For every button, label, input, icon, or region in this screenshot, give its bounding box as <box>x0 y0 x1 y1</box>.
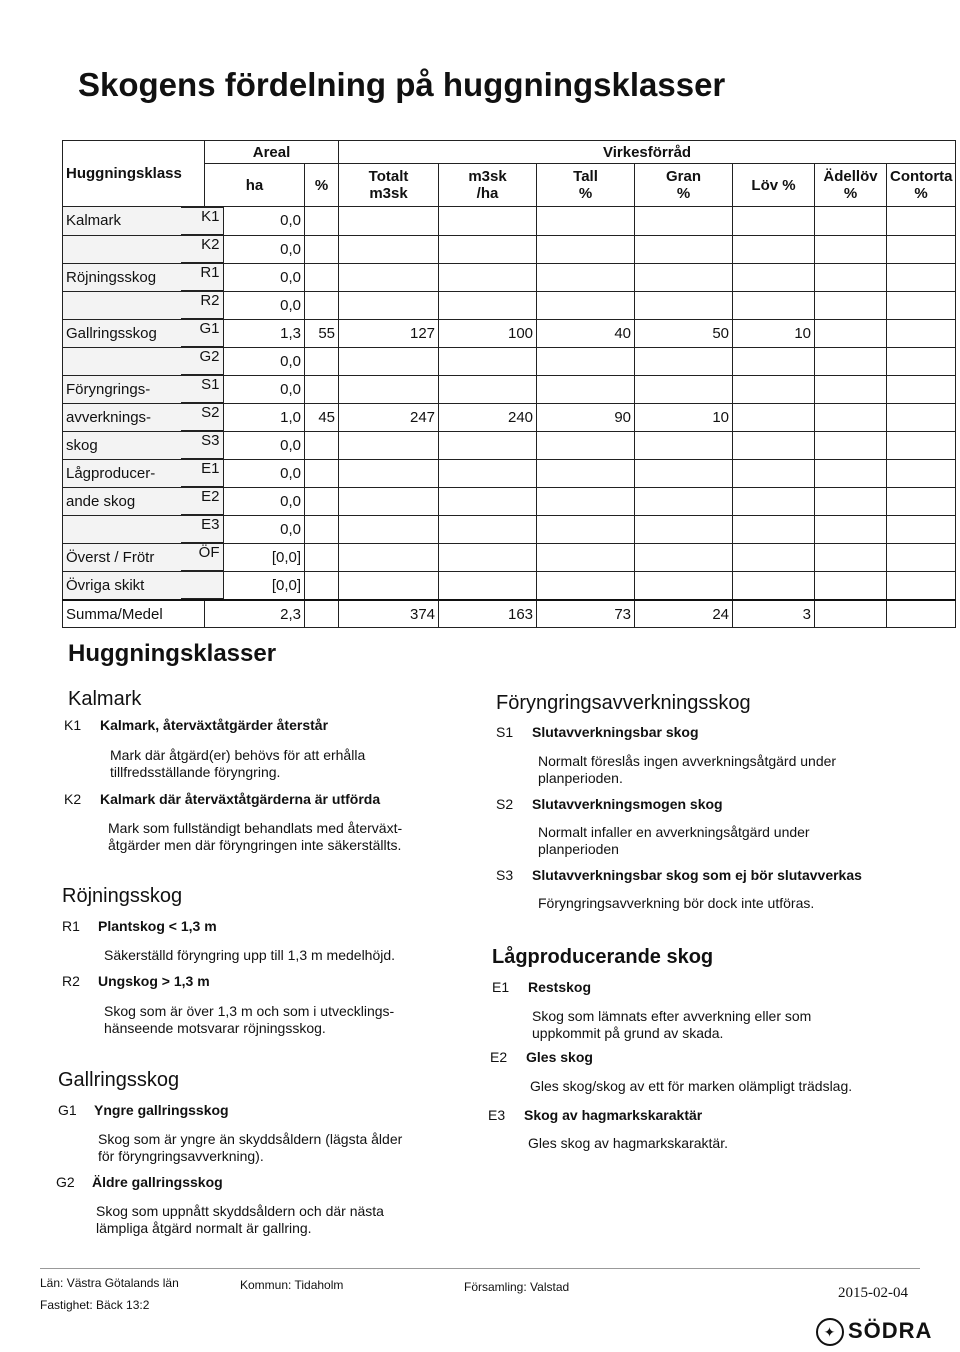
row-label: skog <box>63 431 181 459</box>
row-label: Överst / Frötr <box>63 543 181 571</box>
cell-contorta <box>887 263 956 291</box>
row-label: avverknings- <box>63 403 181 431</box>
cell-lov: 10 <box>733 319 815 347</box>
cell-lov <box>733 459 815 487</box>
cell-tall <box>537 571 635 600</box>
header-areal: Areal <box>205 141 339 164</box>
cell-totalt <box>339 515 439 543</box>
summary-totalt: 374 <box>339 600 439 628</box>
cell-pct <box>305 375 339 403</box>
cell-adel <box>815 207 887 236</box>
cell-tall: 90 <box>537 403 635 431</box>
summary-tall: 73 <box>537 600 635 628</box>
header-areal-pct: % <box>305 164 339 207</box>
footer-date: 2015-02-04 <box>838 1285 908 1301</box>
summary-label: Summa/Medel <box>63 600 205 628</box>
cell-contorta <box>887 235 956 263</box>
gallring-heading: Gallringsskog <box>58 1069 180 1091</box>
table-row <box>63 347 956 375</box>
cell-gran <box>635 375 733 403</box>
page-title: Skogens fördelning på huggningsklasser <box>78 66 726 103</box>
s3-description: Föryngringsavverkning bör dock inte utföras. <box>538 895 815 911</box>
row-code: R2 <box>181 291 224 319</box>
cell-lov <box>733 291 815 319</box>
cell-lov <box>733 571 815 600</box>
table-row <box>63 319 956 347</box>
cell-gran: 50 <box>635 319 733 347</box>
cell-lov <box>733 515 815 543</box>
cell-totalt <box>339 291 439 319</box>
cell-totalt <box>339 487 439 515</box>
cell-m3ha <box>439 431 537 459</box>
cell-ha: 0,0 <box>205 235 305 263</box>
cell-tall <box>537 487 635 515</box>
cell-totalt <box>339 347 439 375</box>
cell-contorta <box>887 571 956 600</box>
sodra-logo-icon: ✦ <box>816 1318 844 1346</box>
kalmark-heading: Kalmark <box>68 688 142 710</box>
row-code: K2 <box>181 235 224 263</box>
header-m3sk-ha: m3sk /ha <box>439 164 537 207</box>
cell-contorta <box>887 347 956 375</box>
cell-m3ha <box>439 459 537 487</box>
s2-item: S2 Slutavverkningsmogen skog <box>496 796 723 812</box>
cell-lov <box>733 487 815 515</box>
cell-ha: 0,0 <box>205 291 305 319</box>
summary-gran: 24 <box>635 600 733 628</box>
summary-adel <box>815 600 887 628</box>
cell-lov <box>733 207 815 236</box>
cell-ha: 0,0 <box>205 431 305 459</box>
cell-lov <box>733 263 815 291</box>
cell-m3ha <box>439 487 537 515</box>
cell-ha: 0,0 <box>205 487 305 515</box>
cell-tall <box>537 263 635 291</box>
cell-gran <box>635 459 733 487</box>
table-row <box>63 431 956 459</box>
cell-ha: 0,0 <box>205 459 305 487</box>
cell-adel <box>815 459 887 487</box>
cell-ha: 1,3 <box>205 319 305 347</box>
cell-pct <box>305 235 339 263</box>
cell-gran <box>635 571 733 600</box>
cell-gran <box>635 207 733 236</box>
cell-totalt <box>339 543 439 571</box>
cell-gran <box>635 515 733 543</box>
cell-contorta <box>887 403 956 431</box>
table-row <box>63 459 956 487</box>
legend-heading: Huggningsklasser <box>68 640 277 667</box>
cell-tall <box>537 543 635 571</box>
cell-tall <box>537 431 635 459</box>
cell-totalt: 127 <box>339 319 439 347</box>
cell-m3ha <box>439 515 537 543</box>
header-virkesforrad: Virkesförråd <box>339 141 956 164</box>
row-label: Övriga skikt <box>63 571 181 600</box>
cell-m3ha <box>439 543 537 571</box>
g1-item: G1 Yngre gallringsskog <box>58 1102 229 1118</box>
cell-totalt <box>339 431 439 459</box>
cell-lov <box>733 347 815 375</box>
cell-pct <box>305 431 339 459</box>
row-code: K1 <box>181 207 224 235</box>
table-row <box>63 487 956 515</box>
row-label: ande skog <box>63 487 181 515</box>
cell-pct <box>305 515 339 543</box>
cell-pct: 45 <box>305 403 339 431</box>
table-row <box>63 291 956 319</box>
cell-ha: 0,0 <box>205 263 305 291</box>
cell-m3ha: 100 <box>439 319 537 347</box>
foryngring-heading: Föryngringsavverkningsskog <box>496 692 751 714</box>
cell-adel <box>815 235 887 263</box>
cell-totalt <box>339 375 439 403</box>
row-code: E3 <box>181 515 224 543</box>
cell-m3ha <box>439 235 537 263</box>
cell-tall <box>537 291 635 319</box>
e3-description: Gles skog av hagmarkskaraktär. <box>528 1135 728 1151</box>
cell-contorta <box>887 291 956 319</box>
cell-pct: 55 <box>305 319 339 347</box>
header-gran: Gran % <box>635 164 733 207</box>
table-row <box>63 515 956 543</box>
cell-lov <box>733 375 815 403</box>
cell-m3ha <box>439 375 537 403</box>
cell-ha: 0,0 <box>205 515 305 543</box>
row-code: S2 <box>181 403 224 431</box>
cell-gran <box>635 291 733 319</box>
cell-adel <box>815 431 887 459</box>
r1-description: Säkerställd föryngring upp till 1,3 m medelhöjd. <box>104 947 396 963</box>
cell-contorta <box>887 319 956 347</box>
cell-gran <box>635 487 733 515</box>
cell-gran <box>635 543 733 571</box>
header-totalt: Totalt m3sk <box>339 164 439 207</box>
cell-adel <box>815 347 887 375</box>
summary-row <box>63 600 956 628</box>
row-code: ÖF <box>181 543 224 571</box>
cell-pct <box>305 487 339 515</box>
cell-ha: 0,0 <box>205 375 305 403</box>
table-row <box>63 571 956 600</box>
s2-description: Normalt infaller en avverkningsåtgärd under planperioden <box>538 824 810 857</box>
header-contorta: Contorta % <box>887 164 956 207</box>
cell-totalt <box>339 263 439 291</box>
cell-adel <box>815 543 887 571</box>
cell-adel <box>815 487 887 515</box>
row-code: S3 <box>181 431 224 459</box>
row-label: Föryngrings- <box>63 375 181 403</box>
e2-description: Gles skog/skog av ett för marken olämpligt trädslag. <box>530 1078 853 1094</box>
summary-m3ha: 163 <box>439 600 537 628</box>
cell-m3ha: 240 <box>439 403 537 431</box>
cell-tall: 40 <box>537 319 635 347</box>
e2-item: E2 Gles skog <box>490 1049 593 1065</box>
cell-contorta <box>887 515 956 543</box>
row-code: E2 <box>181 487 224 515</box>
cell-m3ha <box>439 347 537 375</box>
s3-item: S3 Slutavverkningsbar skog som ej bör slutavverkas <box>496 867 862 883</box>
cell-ha: 0,0 <box>205 207 305 236</box>
header-adellov: Ädellöv % <box>815 164 887 207</box>
cell-pct <box>305 571 339 600</box>
rojning-heading: Röjningsskog <box>62 885 183 907</box>
cell-pct <box>305 291 339 319</box>
k1-description: Mark där åtgärd(er) behövs för att erhålla tillfredsställande föryngring. <box>110 747 366 780</box>
cell-gran: 10 <box>635 403 733 431</box>
huggningsklass-table <box>62 140 956 628</box>
footer-forsamling: Församling: Valstad <box>464 1280 570 1294</box>
footer-fastighet: Fastighet: Bäck 13:2 <box>40 1298 150 1312</box>
cell-gran <box>635 347 733 375</box>
row-label: Röjningsskog <box>63 263 181 291</box>
table-row <box>63 403 956 431</box>
cell-m3ha <box>439 263 537 291</box>
cell-contorta <box>887 375 956 403</box>
row-label <box>63 347 181 375</box>
cell-contorta <box>887 207 956 236</box>
row-code: R1 <box>181 263 224 291</box>
cell-tall <box>537 375 635 403</box>
cell-tall <box>537 235 635 263</box>
cell-ha: 0,0 <box>205 347 305 375</box>
header-ha: ha <box>205 164 305 207</box>
g1-description: Skog som är yngre än skyddsåldern (lägsta ålder för föryngringsavverkning). <box>98 1131 403 1164</box>
summary-ha: 2,3 <box>205 600 305 628</box>
row-code: G2 <box>181 347 224 375</box>
cell-lov <box>733 235 815 263</box>
cell-totalt <box>339 207 439 236</box>
cell-pct <box>305 263 339 291</box>
table-row <box>63 543 956 571</box>
row-code <box>181 571 224 599</box>
table-row <box>63 235 956 263</box>
row-code: E1 <box>181 459 224 487</box>
e3-item: E3 Skog av hagmarkskaraktär <box>488 1107 703 1123</box>
k2-item: K2 Kalmark där återväxtåtgärderna är utförda <box>64 791 381 807</box>
summary-lov: 3 <box>733 600 815 628</box>
cell-tall <box>537 459 635 487</box>
cell-ha: [0,0] <box>205 543 305 571</box>
row-label <box>63 515 181 543</box>
cell-contorta <box>887 543 956 571</box>
k1-item: K1 Kalmark, återväxtåtgärder återstår <box>64 717 329 733</box>
cell-adel <box>815 319 887 347</box>
cell-contorta <box>887 487 956 515</box>
cell-pct <box>305 459 339 487</box>
cell-pct <box>305 347 339 375</box>
cell-m3ha <box>439 571 537 600</box>
row-code: S1 <box>181 375 224 403</box>
r1-item: R1 Plantskog < 1,3 m <box>62 918 217 934</box>
table-row <box>63 375 956 403</box>
e1-description: Skog som lämnats efter avverkning eller som uppkommit på grund av skada. <box>532 1008 812 1041</box>
cell-lov <box>733 431 815 459</box>
row-label: Kalmark <box>63 207 181 236</box>
cell-totalt <box>339 235 439 263</box>
cell-contorta <box>887 431 956 459</box>
cell-pct <box>305 207 339 236</box>
lagprod-heading: Lågproducerande skog <box>492 946 714 968</box>
g2-description: Skog som uppnått skyddsåldern och där nästa lämpliga åtgärd normalt är gallring. <box>96 1203 384 1236</box>
cell-contorta <box>887 459 956 487</box>
cell-tall <box>537 515 635 543</box>
row-label <box>63 235 181 263</box>
r2-item: R2 Ungskog > 1,3 m <box>62 973 210 989</box>
sodra-logo: ✦ SÖDRA <box>816 1318 932 1346</box>
footer-divider <box>40 1268 920 1269</box>
cell-adel <box>815 375 887 403</box>
row-label <box>63 291 181 319</box>
cell-tall <box>537 207 635 236</box>
cell-tall <box>537 347 635 375</box>
cell-ha: 1,0 <box>205 403 305 431</box>
s1-description: Normalt föreslås ingen avverkningsåtgärd under planperioden. <box>538 753 837 786</box>
cell-pct <box>305 543 339 571</box>
s1-item: S1 Slutavverkningsbar skog <box>496 724 699 740</box>
table-row <box>63 207 956 236</box>
cell-ha: [0,0] <box>205 571 305 600</box>
cell-adel <box>815 571 887 600</box>
row-label: Gallringsskog <box>63 319 181 347</box>
header-lov: Löv % <box>733 164 815 207</box>
cell-totalt <box>339 571 439 600</box>
summary-pct <box>305 600 339 628</box>
cell-gran <box>635 263 733 291</box>
header-huggningsklass: Huggningsklass <box>63 141 205 207</box>
cell-m3ha <box>439 291 537 319</box>
g2-item: G2 Äldre gallringsskog <box>56 1174 223 1190</box>
cell-gran <box>635 431 733 459</box>
cell-lov <box>733 403 815 431</box>
cell-totalt: 247 <box>339 403 439 431</box>
r2-description: Skog som är över 1,3 m och som i utvecklings- hänseende motsvarar röjningsskog. <box>104 1003 395 1036</box>
e1-item: E1 Restskog <box>492 979 592 995</box>
footer-kommun: Kommun: Tidaholm <box>240 1278 344 1292</box>
cell-adel <box>815 515 887 543</box>
cell-totalt <box>339 459 439 487</box>
row-code: G1 <box>181 319 224 347</box>
header-tall: Tall % <box>537 164 635 207</box>
cell-gran <box>635 235 733 263</box>
footer-lan: Län: Västra Götalands län <box>40 1276 179 1290</box>
cell-adel <box>815 263 887 291</box>
cell-lov <box>733 543 815 571</box>
k2-description: Mark som fullständigt behandlats med återväxt- åtgärder men där föryngringen inte säkerställts. <box>108 820 403 853</box>
cell-adel <box>815 291 887 319</box>
cell-m3ha <box>439 207 537 236</box>
summary-contorta <box>887 600 956 628</box>
cell-adel <box>815 403 887 431</box>
row-label: Lågproducer- <box>63 459 181 487</box>
table-row <box>63 263 956 291</box>
